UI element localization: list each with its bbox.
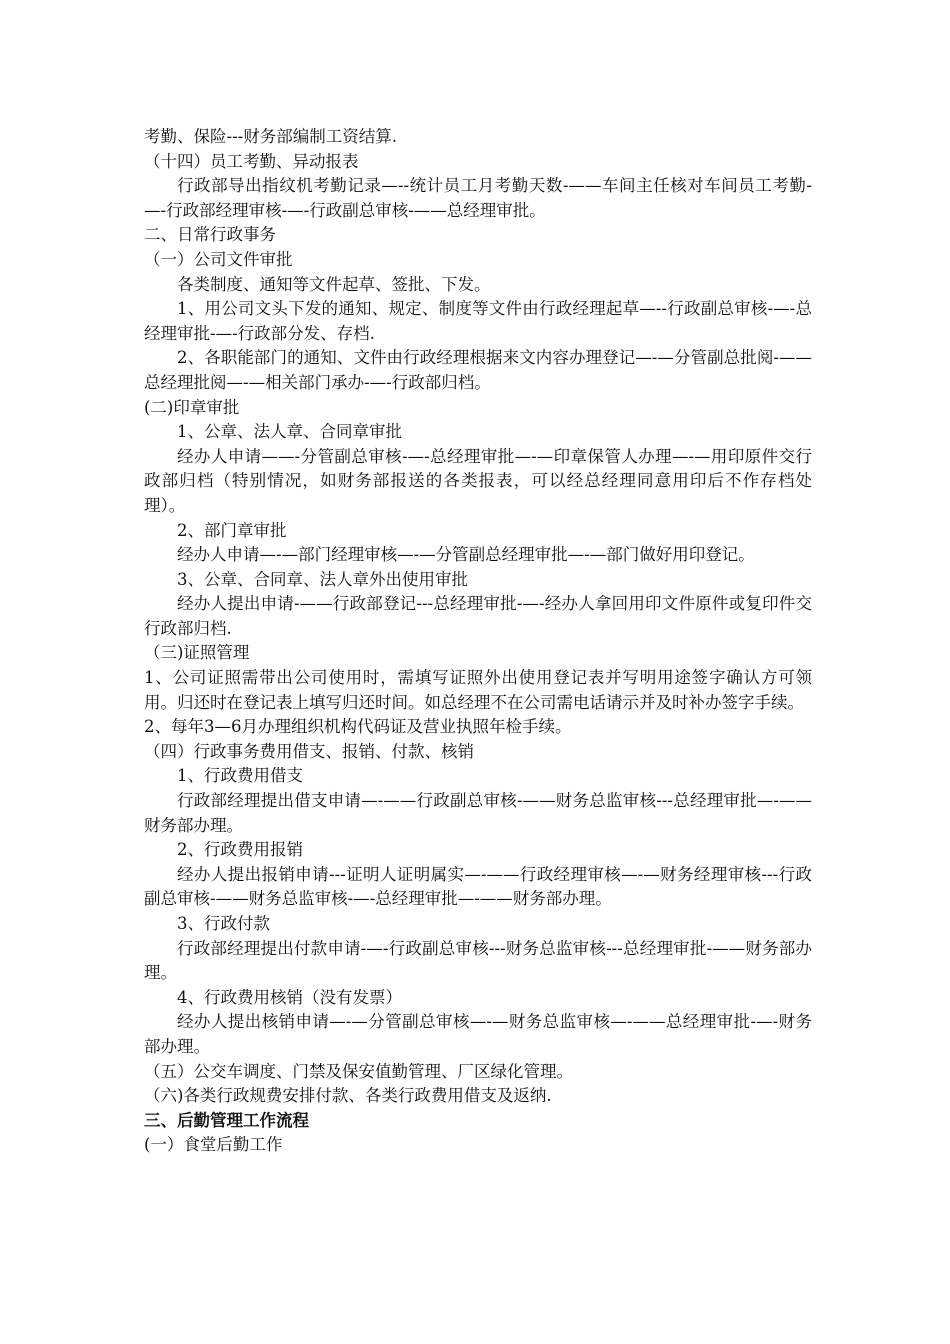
body-paragraph: 3、行政付款 xyxy=(177,914,270,933)
paragraph-heading: （六)各类行政规费安排付款、各类行政费用借支及返纳. xyxy=(144,1086,552,1106)
paragraph-heading: （四）行政事务费用借支、报销、付款、核销 xyxy=(144,741,474,761)
body-paragraph: 2、行政费用报销 xyxy=(177,840,303,860)
body-paragraph: 经办人提出核销申请—-—分管副总审核—-—财务总监审核—-——总经理审批-—-财务部办理。 xyxy=(144,1012,812,1056)
body-paragraph: 2、部门章审批 xyxy=(177,520,287,540)
body-paragraph: 4、行政费用核销（没有发票） xyxy=(177,987,402,1007)
paragraph-heading: （五）公交车调度、门禁及保安值勤管理、厂区绿化管理。 xyxy=(144,1061,573,1081)
document-body xyxy=(144,125,812,1158)
paragraph-heading: 二、日常行政事务 xyxy=(144,225,276,245)
body-paragraph: 经办人申请——-分管副总审核-—-总经理审批—-—印章保管人办理—-—用印原件交行政部归档（特别情况，如财务部报送的各类报表，可以经总经理同意用印后不作存档处理）。 xyxy=(144,446,812,515)
paragraph-heading: (二)印章审批 xyxy=(144,397,240,417)
body-paragraph: 1、行政费用借支 xyxy=(177,766,303,786)
section-heading: 三、后勤管理工作流程 xyxy=(144,1110,309,1130)
body-paragraph: 3、公章、合同章、法人章外出使用审批 xyxy=(177,569,468,589)
body-paragraph: 1、公章、法人章、合同章审批 xyxy=(177,422,402,442)
body-paragraph: 行政部经理提出付款申请-—-行政副总审核---财务总监审核---总经理审批-——财务部办理。 xyxy=(144,938,812,983)
paragraph-heading: （一）公司文件审批 xyxy=(144,249,293,269)
paragraph-heading: 2、每年3—6月办理组织机构代码证及营业执照年检手续。 xyxy=(144,717,572,737)
paragraph-heading: （十四）员工考勤、异动报表 xyxy=(144,151,359,171)
paragraph-heading: (一）食堂后勤工作 xyxy=(144,1135,283,1155)
paragraph-heading: 考勤、保险---财务部编制工资结算. xyxy=(144,127,397,146)
body-paragraph: 经办人提出申请-——行政部登记---总经理审批-—-经办人拿回用印文件原件或复印件交行政部归档. xyxy=(144,594,812,638)
body-paragraph: 经办人提出报销申请---证明人证明属实—-——行政经理审核—-—财务经理审核---行政副总审核-——财务总监审核-—-总经理审批—-——财务部办理。 xyxy=(144,864,812,909)
paragraph-heading: （三)证照管理 xyxy=(144,643,250,663)
body-paragraph: 经办人申请—-—部门经理审核—-—分管副总经理审批—-—部门做好用印登记。 xyxy=(177,545,755,565)
body-paragraph: 行政部导出指纹机考勤记录—--统计员工月考勤天数-——车间主任核对车间员工考勤-—-行政部经理审核-—-行政副总审核-——总经理审批。 xyxy=(144,176,812,220)
body-paragraph: 行政部经理提出借支申请—-——行政副总审核-——财务总监审核---总经理审批—-——财务部办理。 xyxy=(144,791,812,835)
body-paragraph: 2、各职能部门的通知、文件由行政经理根据来文内容办理登记—-—分管副总批阅-——总经理批阅—-—相关部门承办-—-行政部归档。 xyxy=(144,348,812,392)
body-paragraph: 各类制度、通知等文件起草、签批、下发。 xyxy=(177,274,491,294)
body-paragraph: 1、用公司文头下发的通知、规定、制度等文件由行政经理起草—--行政副总审核-—-总经理审批-—-行政部分发、存档. xyxy=(144,299,812,343)
paragraph-heading: 1、公司证照需带出公司使用时，需填写证照外出使用登记表并写明用途签字确认方可领用。归还时在登记表上填写归还时间。如总经理不在公司需电话请示并及时补办签字手续。 xyxy=(144,668,812,712)
